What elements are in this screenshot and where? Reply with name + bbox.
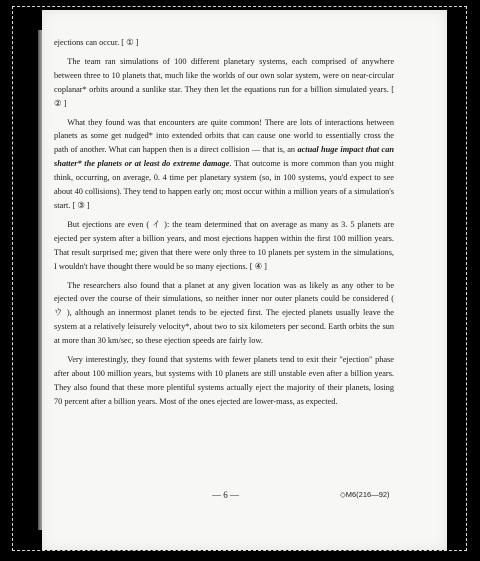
- paragraph-2: [54, 116, 394, 213]
- paragraph-2-end: . That outcome is more common than you might think, occurring, on average, 0. 4 time per planetary system (so, in 100 systems, you'd expect to see about 40 collisions). They tend to happen early on; most occur within a million years of a simulation's start. [ ③ ]: [54, 159, 394, 210]
- document-code: ◇M6(216—92): [340, 490, 390, 499]
- page-number: — 6 —: [212, 490, 239, 500]
- emphasized-phrase: actual huge impact that can shatter* the planets or at least do extreme damage: [54, 145, 394, 169]
- paragraph-3: But ejections are even ( イ ): the team determined that on average as many as 3. 5 planets are ejected per system after a billion years, and most ejections happen within the first 100 million years. That result surprised me; given that there were only three to 10 planets per system in the simulations, I wouldn't have thought there would be so many ejections. [ ④ ]: [54, 219, 394, 271]
- paragraph-2-start: What they found was that encounters are quite common! There are lots of interactions between planets as some get nudged* into extended orbits that can cause one world to essentially cross the path of another. What can happen then is a direct collision — that is, an: [54, 117, 394, 155]
- paragraph-5: Very interestingly, they found that systems with fewer planets tend to exit their "ejection" phase after about 100 million years, but systems with 10 planets are still unstable even after a billion years. They also found that these more plentiful systems actually eject the majority of their planets, losing 70 percent after a billion years. Most of the ones ejected are lower-mass, as expected.: [54, 355, 394, 406]
- paragraph-4: The researchers also found that a planet at any given location was as likely as any other to be ejected over the course of their simulations, so neither inner nor outer planets could be considered ( ウ ), although an innermost planet tends to be ejected first. The ejected planets usually leave the system at a relatively leisurely velocity*, about two to six kilometers per second. Earth orbits the sun at more than 30 km/sec, so these ejection speeds are fairly low.: [54, 280, 394, 346]
- paragraph-1: The team ran simulations of 100 different planetary systems, each comprised of anywhere between three to 10 planets that, much like the worlds of our own solar system, were on near-circular coplanar* orbits around a sunlike star. They then let the equations run for a billion simulated years. [ ② ]: [54, 56, 394, 108]
- body-text: [54, 36, 394, 414]
- paragraph-0: ejections can occur. [ ① ]: [54, 38, 139, 47]
